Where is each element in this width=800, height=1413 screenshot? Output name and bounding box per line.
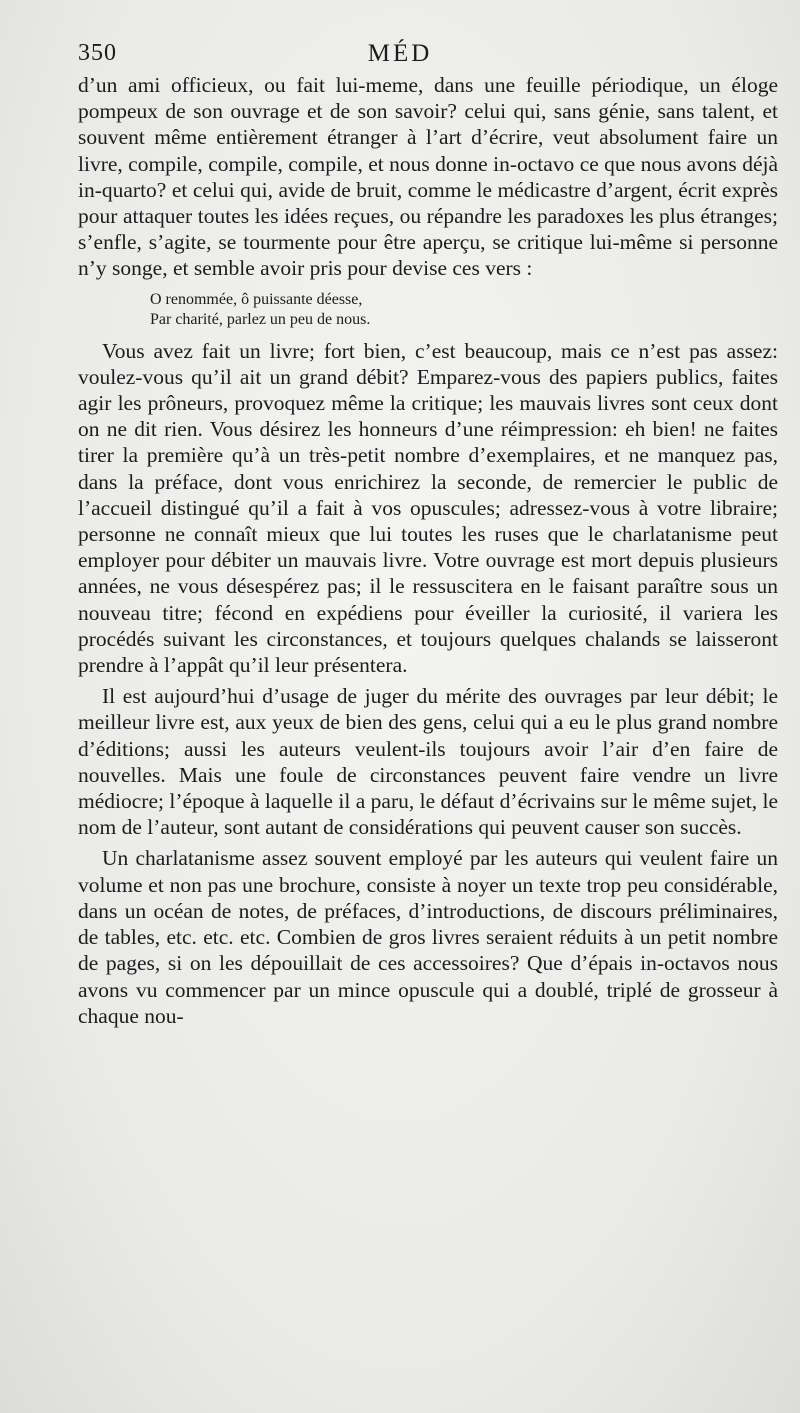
verse-line-2: Par charité, parlez un peu de nous. (150, 310, 371, 328)
verse-quotation (150, 290, 778, 330)
paragraph-4: Un charlatanisme assez souvent employé par les auteurs qui veulent faire un volume et non pas une brochure, consiste à noyer un texte trop peu considérable, dans un océan de notes, de préfaces, d’introductions, de discours préliminaires, de tables, etc. etc. etc. Combien de gros livres seraient réduits à un petit nombre de pages, si on les dépouillait de ces accessoires? Que d’épais in-octavos nous avons vu commencer par un mince opuscule qui a doublé, triplé de grosseur à chaque nou- (78, 846, 778, 1028)
page-number: 350 (78, 40, 117, 66)
running-head: MÉD (367, 40, 433, 67)
paragraph-continuation: d’un ami officieux, ou fait lui-meme, dans une feuille périodique, un éloge pompeux de son ouvrage et de son savoir? celui qui, sans génie, sans talent, et souvent même entièrement étranger à l’art d’écrire, veut absolument faire un livre, compile, compile, compile, et nous donne in-octavo ce que nous avons déjà in-quarto? et celui qui, avide de bruit, comme le médicastre d’argent, écrit exprès pour attaquer toutes les idées reçues, ou répandre les paradoxes les plus étranges; s’enfle, s’agite, se tourmente pour être aperçu, se critique lui-même si personne n’y songe, et semble avoir pris pour devise ces vers : (78, 73, 778, 281)
verse-line-1: O renommée, ô puissante déesse, (150, 290, 363, 308)
paragraph-3: Il est aujourd’hui d’usage de juger du mérite des ouvrages par leur débit; le meilleur livre est, aux yeux de bien des gens, celui qui a eu le plus grand nombre d’éditions; aussi les auteurs veulent-ils toujours avoir l’air d’en faire de nouvelles. Mais une foule de circonstances peuvent faire vendre un livre médiocre; l’époque à laquelle il a paru, le défaut d’écrivains sur le même sujet, le nom de l’auteur, sont autant de considérations qui peuvent causer son succès. (78, 684, 778, 840)
paragraph-2: Vous avez fait un livre; fort bien, c’est beaucoup, mais ce n’est pas assez: voulez-vous qu’il ait un grand débit? Emparez-vous des papiers publics, faites agir les prôneurs, provoquez même la critique; les mauvais livres sont ceux dont on ne dit rien. Vous désirez les honneurs d’une réimpression: eh bien! ne faites tirer la première qu’à un très-petit nombre d’exemplaires, et ne manquez pas, dans la préface, dont vous enrichirez la seconde, de remercier le public de l’accueil distingué qu’il a fait à vos opuscules; adressez-vous à votre libraire; personne ne connaît mieux que lui toutes les ruses que le charlatanisme peut employer pour débiter un mauvais livre. Votre ouvrage est mort depuis plusieurs années, ne vous désespérez pas; il le ressuscitera en le faisant paraître sous un nouveau titre; fécond en expédiens pour éveiller la curiosité, il variera les procédés suivant les circonstances, et toujours quelques chalands se laisseront prendre à l’appât qu’il leur présentera. (78, 338, 778, 678)
page-header (78, 40, 760, 74)
page-body (78, 72, 778, 1029)
